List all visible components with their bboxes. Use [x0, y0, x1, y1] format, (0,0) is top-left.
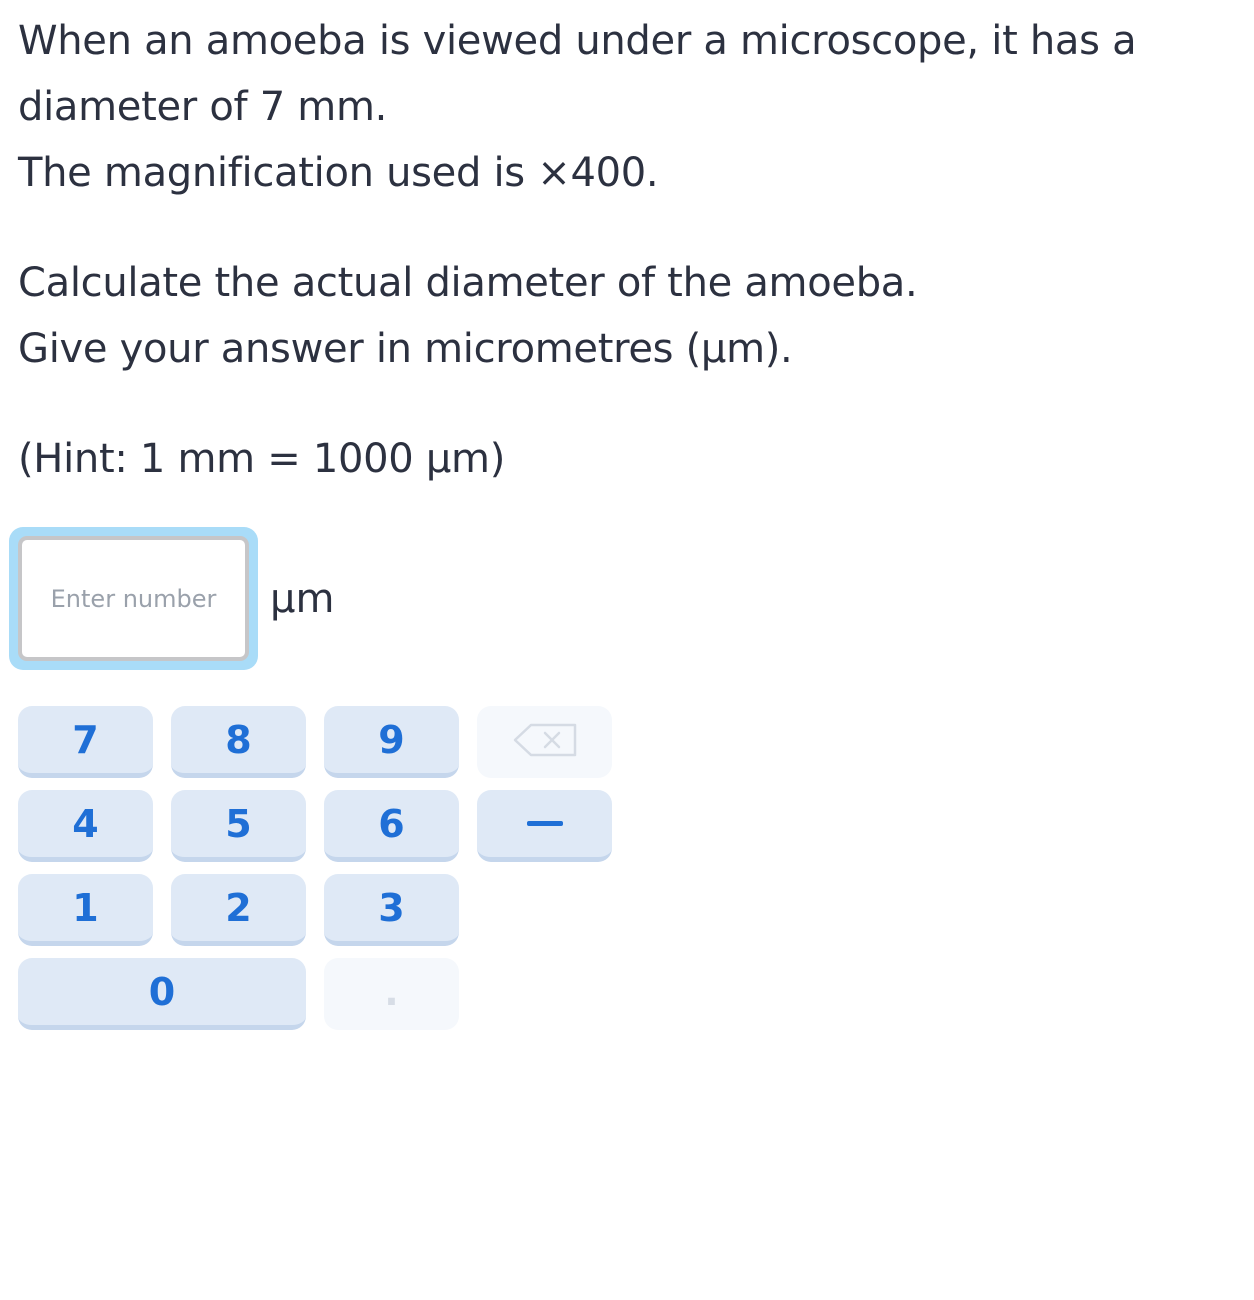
minus-icon — [527, 821, 563, 826]
answer-input[interactable] — [42, 584, 226, 614]
minus-key[interactable] — [477, 790, 612, 862]
key-4[interactable]: 4 — [18, 790, 153, 862]
key-0[interactable]: 0 — [18, 958, 306, 1030]
hint-text: (Hint: 1 mm = 1000 µm) — [18, 436, 505, 482]
answer-input-focus-ring — [9, 527, 258, 670]
answer-unit-label: µm — [270, 575, 335, 622]
key-9[interactable]: 9 — [324, 706, 459, 778]
key-5[interactable]: 5 — [171, 790, 306, 862]
key-1[interactable]: 1 — [18, 874, 153, 946]
key-6[interactable]: 6 — [324, 790, 459, 862]
question-line-4: Calculate the actual diameter of the amoeba. — [18, 260, 918, 306]
question-line-5: Give your answer in micrometres (µm). — [18, 326, 793, 372]
key-3[interactable]: 3 — [324, 874, 459, 946]
question-line-3: The magnification used is ×400. — [18, 150, 659, 196]
key-8[interactable]: 8 — [171, 706, 306, 778]
key-2[interactable]: 2 — [171, 874, 306, 946]
answer-row — [9, 527, 334, 670]
question-line-2: diameter of 7 mm. — [18, 84, 388, 130]
backspace-icon — [512, 722, 578, 758]
decimal-point-key[interactable]: . — [324, 958, 459, 1030]
key-7[interactable]: 7 — [18, 706, 153, 778]
answer-input-box[interactable] — [18, 536, 249, 661]
backspace-key[interactable] — [477, 706, 612, 778]
question-text — [18, 8, 1238, 492]
question-line-1: When an amoeba is viewed under a microscope, it has a — [18, 18, 1137, 64]
